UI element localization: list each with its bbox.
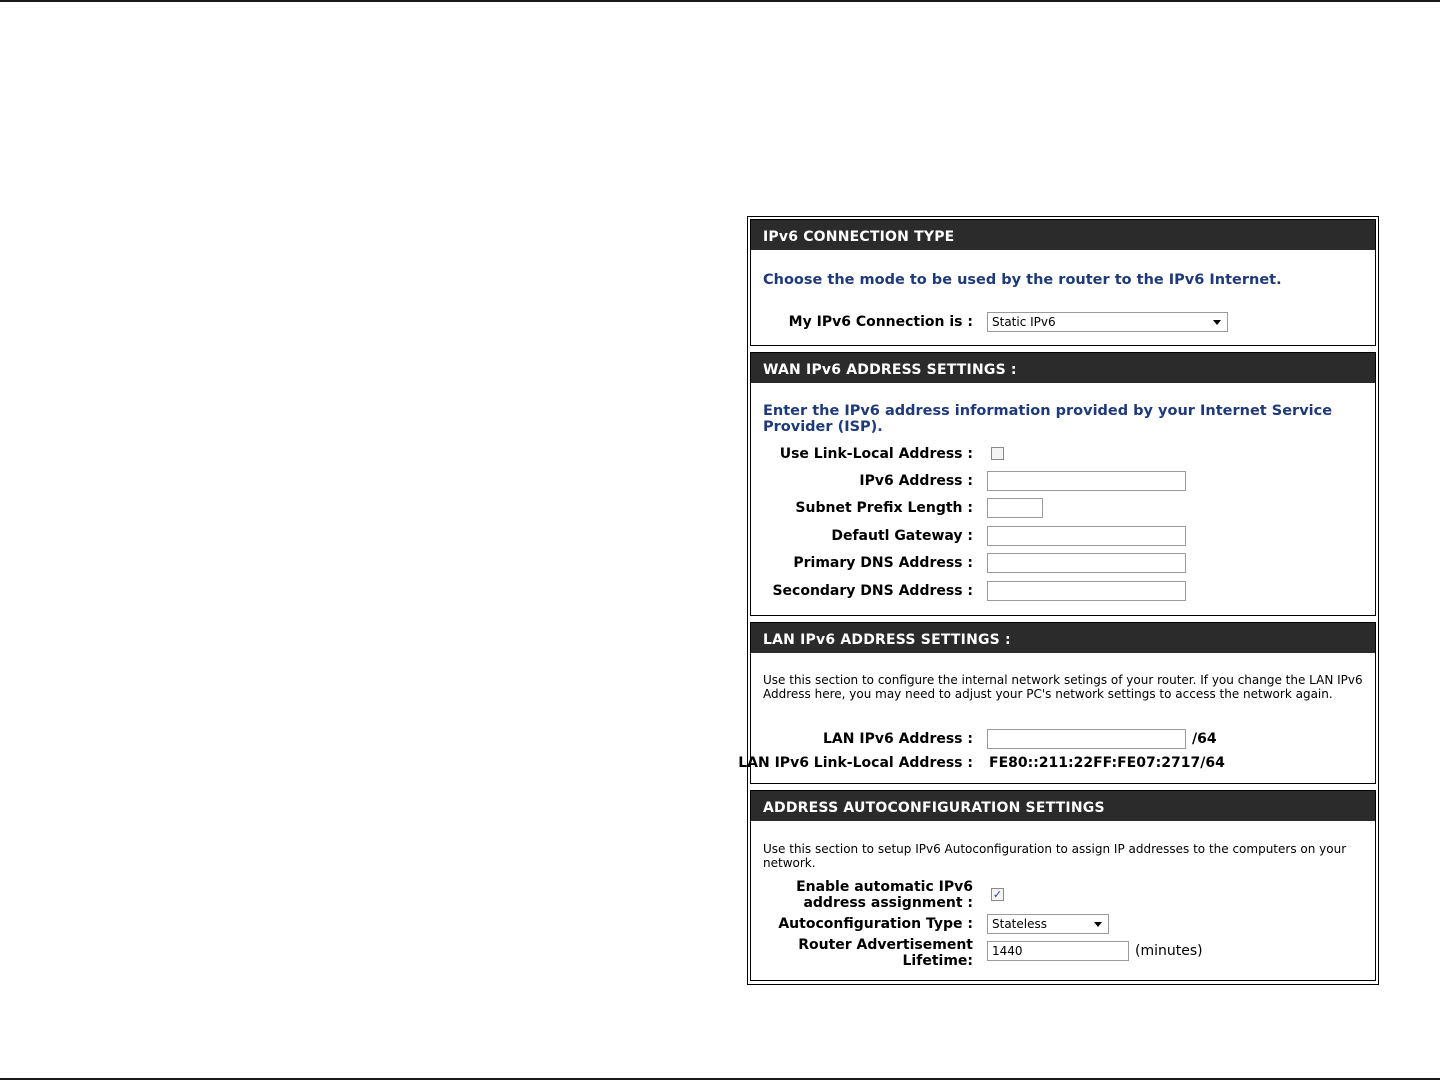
subnet-prefix-row <box>751 496 1375 520</box>
link-local-row <box>738 751 1375 775</box>
use-link-local-row <box>751 442 1375 466</box>
lan-address-suffix: /64 <box>1192 731 1217 747</box>
link-local-value: FE80::211:22FF:FE07:2717/64 <box>989 755 1225 771</box>
enable-auto-label-line1: Enable automatic IPv6 <box>796 879 973 895</box>
ipv6-address-input[interactable] <box>987 471 1186 491</box>
bottom-rule <box>0 1078 1440 1080</box>
connection-mode-label: My IPv6 Connection is : <box>788 314 973 330</box>
enable-auto-label <box>796 879 973 911</box>
section-header: ADDRESS AUTOCONFIGURATION SETTINGS <box>751 791 1375 821</box>
connection-mode-row <box>751 310 1375 334</box>
default-gateway-row <box>751 524 1375 548</box>
ra-lifetime-row <box>751 937 1375 971</box>
ra-lifetime-label-line2: Lifetime: <box>902 953 973 969</box>
primary-dns-label: Primary DNS Address : <box>793 555 973 571</box>
subnet-prefix-label: Subnet Prefix Length : <box>795 500 973 516</box>
secondary-dns-label: Secondary DNS Address : <box>772 583 973 599</box>
ipv6-address-row <box>751 469 1375 493</box>
primary-dns-row <box>751 551 1375 575</box>
connection-mode-value: Static IPv6 <box>992 315 1056 329</box>
lan-address-label: LAN IPv6 Address : <box>823 731 973 747</box>
default-gateway-label: Defautl Gateway : <box>831 528 973 544</box>
autoconfig-type-select[interactable] <box>987 914 1109 934</box>
section-intro: Choose the mode to be used by the router to the IPv6 Internet. <box>763 272 1282 288</box>
section-intro: Enter the IPv6 address information provided by your Internet Service Provider (ISP). <box>763 403 1333 435</box>
top-rule <box>0 0 1440 2</box>
secondary-dns-input[interactable] <box>987 581 1186 601</box>
chevron-down-icon <box>1213 320 1221 325</box>
wan-section <box>750 352 1376 616</box>
use-link-local-checkbox[interactable] <box>991 447 1004 460</box>
chevron-down-icon <box>1094 922 1102 927</box>
section-header: IPv6 CONNECTION TYPE <box>751 220 1375 250</box>
lan-address-row <box>751 727 1375 751</box>
lan-address-input[interactable] <box>987 729 1186 749</box>
ra-lifetime-input[interactable]: 1440 <box>987 941 1129 961</box>
enable-auto-label-line2: address assignment : <box>803 895 973 911</box>
autoconfig-type-label: Autoconfiguration Type : <box>778 916 973 932</box>
lan-section <box>738 622 1376 784</box>
subnet-prefix-input[interactable] <box>987 498 1043 518</box>
use-link-local-label: Use Link-Local Address : <box>779 446 973 462</box>
checkmark-icon: ✓ <box>992 888 1003 901</box>
ra-lifetime-unit: (minutes) <box>1135 943 1203 959</box>
ipv6-settings-panel <box>738 216 1379 985</box>
ra-lifetime-label <box>798 937 973 969</box>
section-header: WAN IPv6 ADDRESS SETTINGS : <box>751 353 1375 383</box>
section-intro: Use this section to setup IPv6 Autoconfiguration to assign IP addresses to the computers on your network. <box>763 842 1347 870</box>
section-header: LAN IPv6 ADDRESS SETTINGS : <box>751 623 1375 653</box>
enable-auto-checkbox[interactable] <box>991 888 1004 901</box>
connection-mode-select[interactable] <box>987 312 1228 332</box>
autoconfig-section <box>750 790 1376 981</box>
section-intro: Use this section to configure the internal network setings of your router. If you change the LAN IPv6 Address here, you may need to adjust your PC's network settings to access the network again. <box>763 673 1363 701</box>
ipv6-address-label: IPv6 Address : <box>859 473 973 489</box>
link-local-label: LAN IPv6 Link-Local Address : <box>738 755 973 771</box>
enable-auto-row <box>751 879 1375 913</box>
autoconfig-type-value: Stateless <box>992 917 1047 931</box>
connection-type-section <box>750 219 1376 346</box>
secondary-dns-row <box>751 579 1375 603</box>
default-gateway-input[interactable] <box>987 526 1186 546</box>
primary-dns-input[interactable] <box>987 553 1186 573</box>
autoconfig-type-row <box>751 912 1375 936</box>
ra-lifetime-label-line1: Router Advertisement <box>798 937 973 953</box>
